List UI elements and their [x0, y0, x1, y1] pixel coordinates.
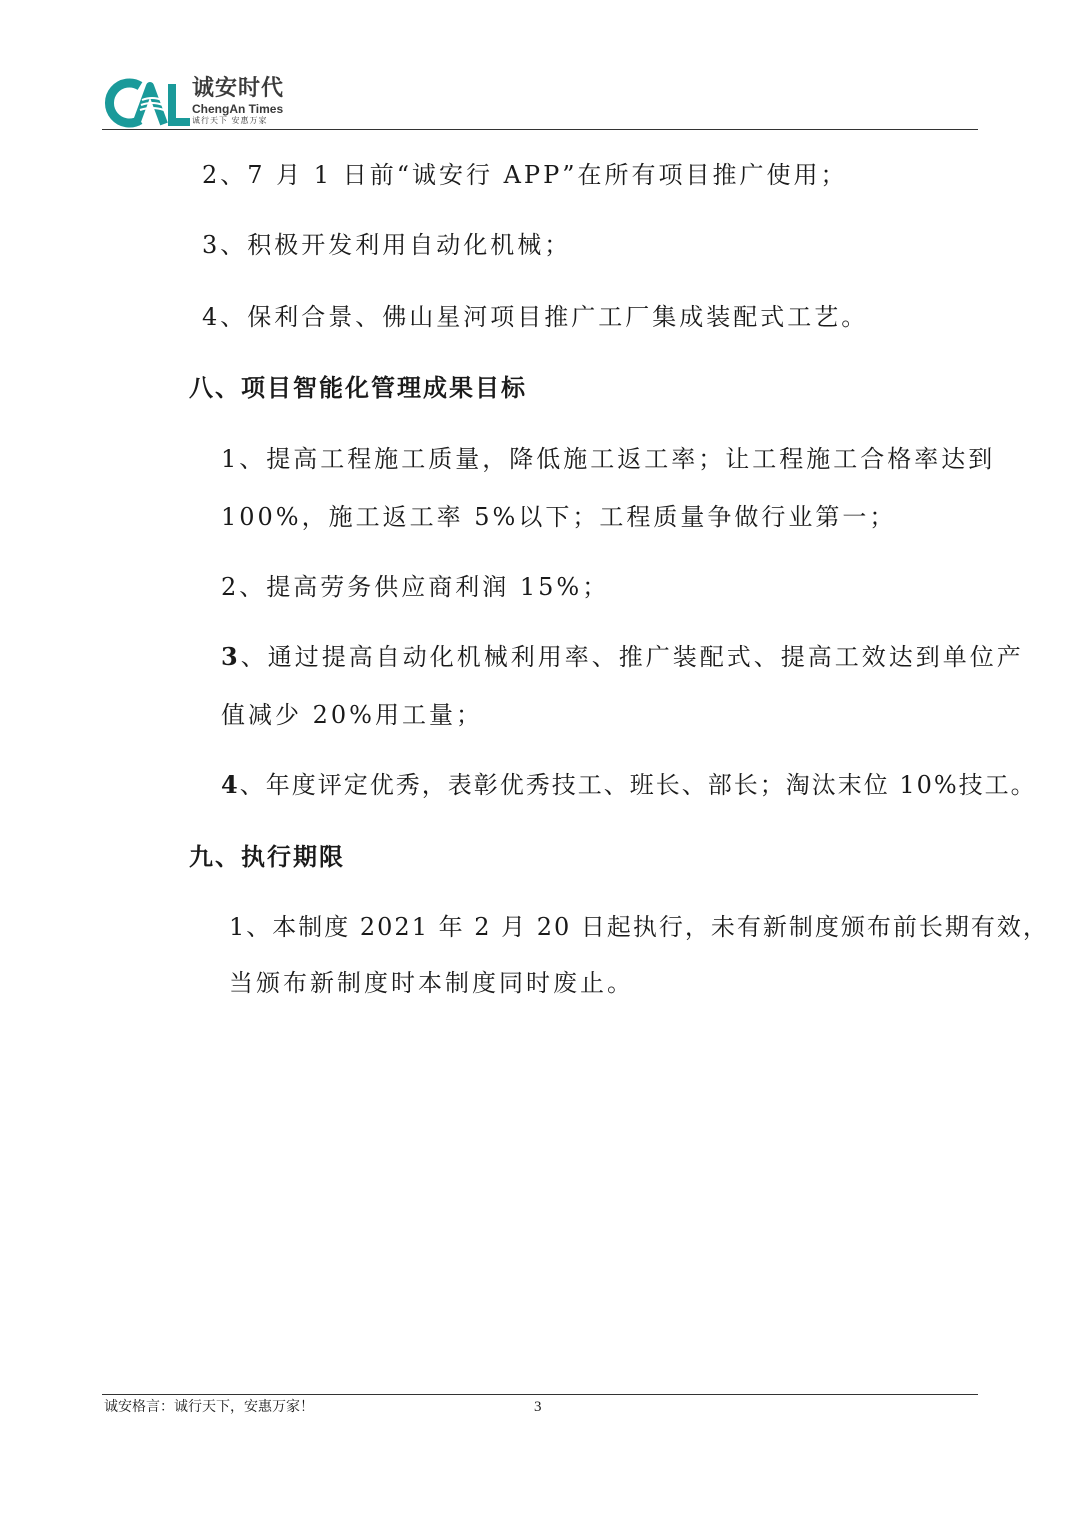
logo-name-cn: 诚安时代 — [192, 76, 285, 101]
item-8-3-line2: 值减少 20%用工量； — [221, 701, 483, 729]
item-8-4 — [221, 770, 1037, 800]
item-7-4: 4、保利合景、佛山星河项目推广工厂集成装配式工艺。 — [202, 303, 869, 331]
item-8-4-text: 、年度评定优秀，表彰优秀技工、班长、部长；淘汰末位 10%技工。 — [239, 771, 1037, 799]
logo-text — [192, 76, 284, 126]
item-9-1-line2: 当颁布新制度时本制度同时废止。 — [229, 969, 634, 997]
item-8-3-text: 、通过提高自动化机械利用率、推广装配式、提高工效达到单位产 — [240, 643, 1024, 671]
item-8-4-number: 4 — [221, 770, 240, 799]
item-9-1-line1: 1、本制度 2021 年 2 月 20 日起执行，未有新制度颁布前长期有效， — [229, 913, 1049, 941]
item-8-3-line1 — [221, 642, 1024, 672]
chengan-logo-icon — [102, 78, 190, 128]
item-8-2: 2、提高劳务供应商利润 15%； — [221, 573, 610, 601]
page-header — [102, 74, 978, 130]
item-7-2: 2、7 月 1 日前“诚安行 APP”在所有项目推广使用； — [202, 161, 848, 189]
item-8-1-line2: 100%，施工返工率 5%以下；工程质量争做行业第一； — [221, 503, 897, 531]
item-7-3: 3、积极开发利用自动化机械； — [202, 231, 572, 259]
item-8-1-line1: 1、提高工程施工质量，降低施工返工率；让工程施工合格率达到 — [221, 445, 996, 473]
section-8-title: 八、项目智能化管理成果目标 — [189, 374, 527, 402]
header-divider — [102, 129, 978, 130]
footer-divider — [102, 1394, 978, 1395]
logo-name-en: ChengAn Times — [192, 102, 284, 116]
footer-motto: 诚安格言：诚行天下，安惠万家！ — [104, 1399, 314, 1415]
page-number: 3 — [534, 1399, 542, 1415]
logo-slogan: 诚行天下 安惠万家 — [192, 116, 268, 125]
item-8-3-number: 3 — [221, 642, 241, 671]
section-9-title: 九、执行期限 — [189, 843, 345, 871]
